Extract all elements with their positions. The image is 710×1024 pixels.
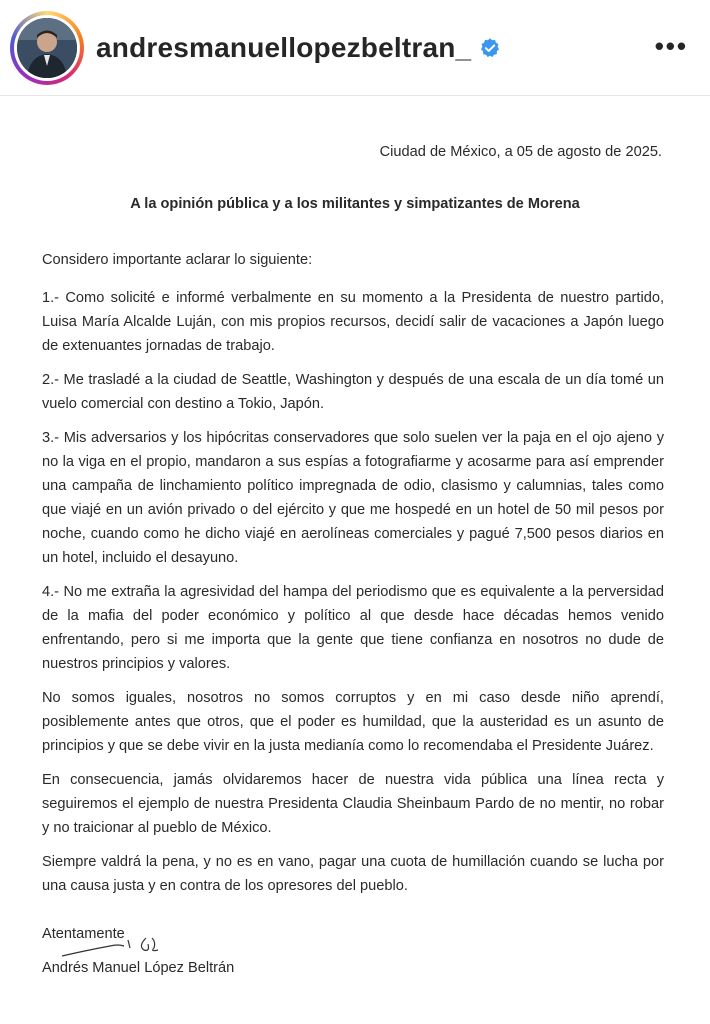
letter-paragraph: 1.- Como solicité e informé verbalmente en su momento a la Presidenta de nuestro partido, Luisa María Alcalde Luján, con mis propios recursos, decidí salir de vacaciones a Japón luego de extenuantes jornadas de trabajo.: [42, 290, 664, 354]
letter-paragraph: Considero importante aclarar lo siguiente:: [42, 252, 313, 268]
letter-paragraph: 2.- Me trasladé a la ciudad de Seattle, Washington y después de una escala de un día tomé un vuelo comercial con destino a Tokio, Japón.: [42, 372, 664, 412]
letter-paragraph: 4.- No me extraña la agresividad del hampa del periodismo que es equivalente a la perversidad de la mafia del poder económico y político al que desde hace décadas hemos venido enfrentando, pero si me importa que la gente que tiene confianza en nosotros no dude de nuestros principios y valores.: [42, 584, 664, 672]
post-header: [0, 0, 710, 96]
story-ring[interactable]: [10, 11, 84, 85]
avatar-image: [17, 18, 77, 78]
verified-badge-icon: [479, 37, 501, 59]
letter-body: [42, 248, 664, 908]
letter-paragraph: En consecuencia, jamás olvidaremos hacer de nuestra vida pública una línea recta y seguiremos el ejemplo de nuestra Presidenta Claudia Sheinbaum Pardo de no mentir, no robar y no traicionar al pueblo de México.: [42, 772, 664, 836]
letter-paragraph: 3.- Mis adversarios y los hipócritas conservadores que solo suelen ver la paja en el ojo ajeno y no la viga en el propio, mandaron a sus espías a fotografiarme y acosarme para así emprender una campaña de linchamiento político impregnada de odio, clasismo y calumnias, tales como que viajé en un avión privado o del ejército y que me hospedé en un hotel de 50 mil pesos por noche, cuando como he dicho viajé en aerolíneas comerciales y pagué 7,500 pesos diarios en un hotel, incluido el desayuno.: [42, 430, 664, 566]
letter-paragraph: Siempre valdrá la pena, y no es en vano, pagar una cuota de humillación cuando se lucha por una causa justa y en contra de los opresores del pueblo.: [42, 854, 664, 894]
letter-paragraph: No somos iguales, nosotros no somos corruptos y en mi caso desde niño aprendí, posiblemente antes que otros, que el poder es humildad, que la austeridad es un asunto de principios y que se debe vivir en la justa medianía como lo recomendaba el Presidente Juárez.: [42, 690, 664, 754]
letter-heading: A la opinión pública y a los militantes y simpatizantes de Morena: [130, 196, 580, 212]
username[interactable]: andresmanuellopezbeltran_: [96, 31, 472, 63]
letter-signer: Andrés Manuel López Beltrán: [42, 960, 235, 976]
avatar-border: [14, 15, 80, 81]
more-options-icon[interactable]: •••: [654, 31, 688, 61]
letter-date: Ciudad de México, a 05 de agosto de 2025.: [379, 144, 662, 160]
letter-closing: Atentamente: [42, 926, 125, 942]
avatar[interactable]: [17, 18, 77, 78]
